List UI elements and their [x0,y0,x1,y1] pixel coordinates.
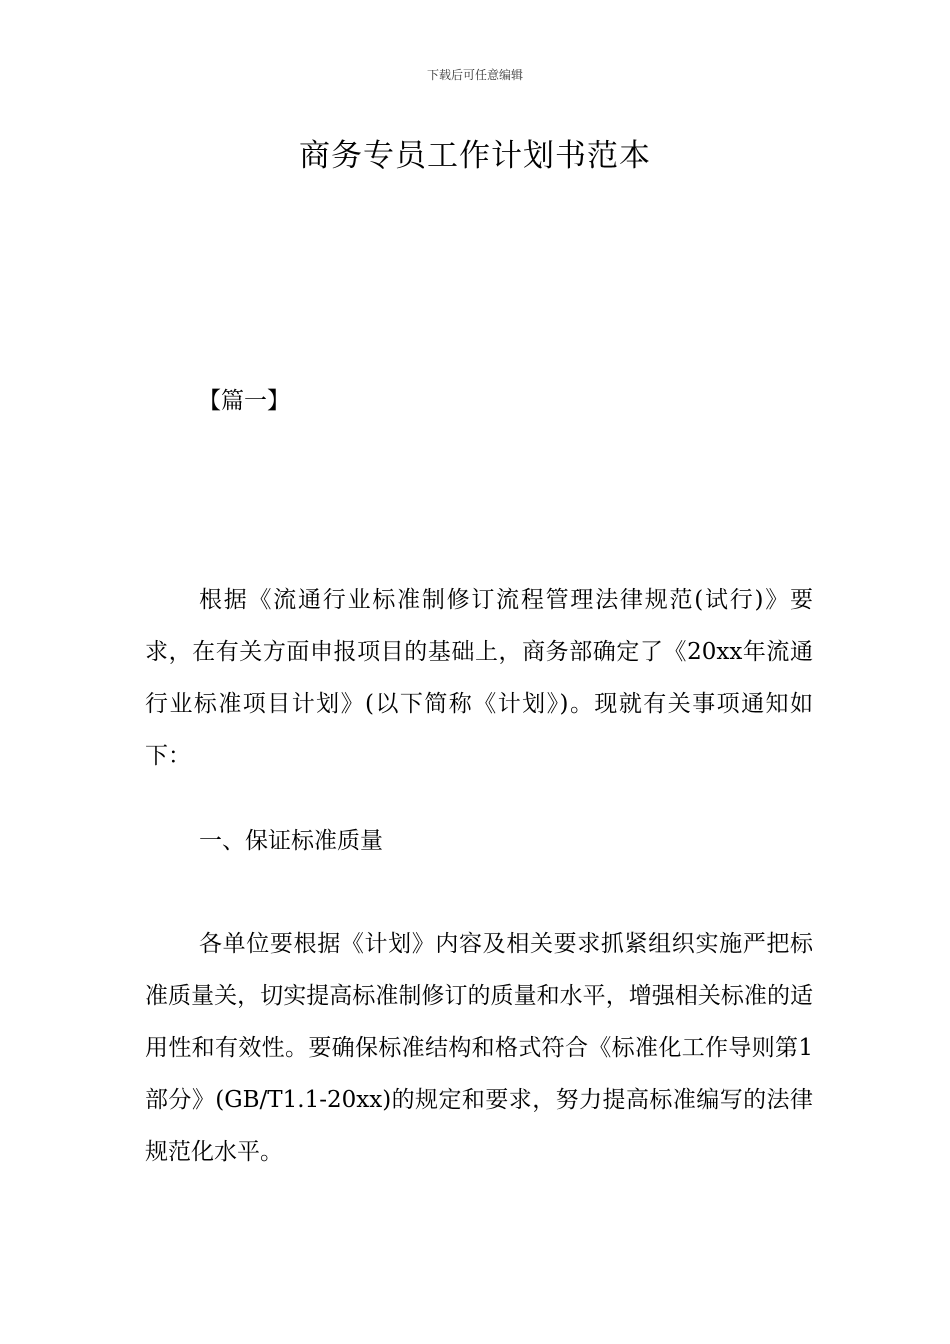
section-label: 【篇一】 [198,388,290,414]
page-header-note: 下载后可任意编辑 [426,68,523,82]
body-paragraph-1: 根据《流通行业标准制修订流程管理法律规范(试行)》要求，在有关方面申报项目的基础上，商务部确定了《20xx年流通行业标准项目计划》(以下简称《计划》)。现就有关事项通知如下： [145,587,813,769]
body-paragraph-2: 各单位要根据《计划》内容及相关要求抓紧组织实施严把标准质量关，切实提高标准制修订的质量和水平，增强相关标准的适用性和有效性。要确保标准结构和格式符合《标准化工作导则第1部分》(GB/T1.1-20xx)的规定和要求，努力提高标准编写的法律规范化水平。 [145,931,813,1165]
document-title: 商务专员工作计划书范本 [299,138,651,174]
section-heading-1: 一、保证标准质量 [199,828,383,854]
